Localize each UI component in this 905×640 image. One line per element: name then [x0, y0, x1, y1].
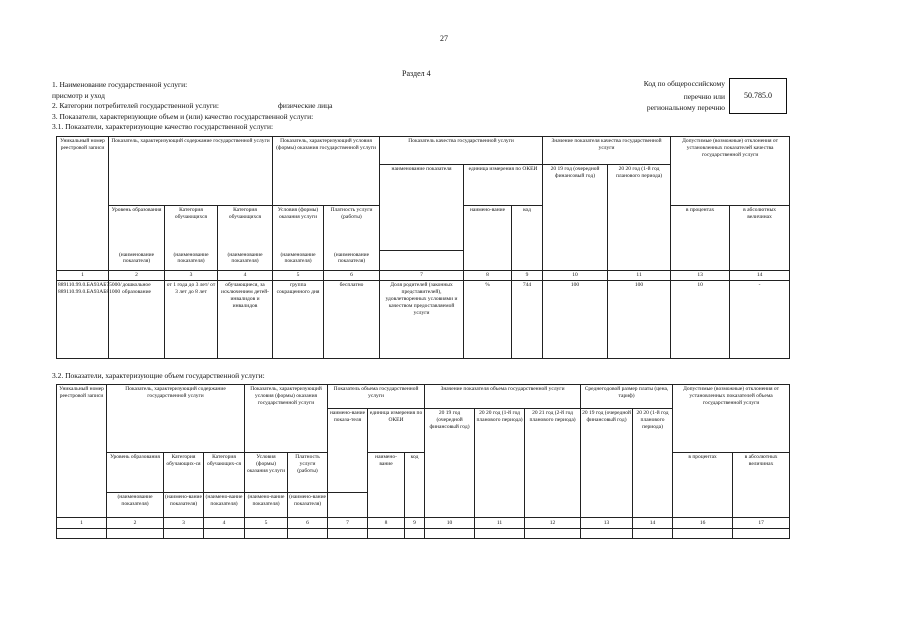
- consumer-category-label: 2. Категории потребителей государственной услуги:: [52, 101, 220, 110]
- data-cell: [328, 529, 368, 539]
- service-condition-value: группа сокращенного дня: [273, 281, 324, 359]
- header-content-indicator: Показатель, характеризующий содержание государственной услуги: [107, 385, 245, 453]
- quality-indicators-heading: 3.1. Показатели, характеризующие качество государственной услуги:: [52, 122, 274, 131]
- data-cell: [57, 529, 107, 539]
- column-number: 13: [671, 271, 730, 281]
- header-indicator-name: наимено-вание показа-теля: [328, 409, 368, 493]
- volume-indicators-heading: 3.2. Показатели, характеризующие объем государственной услуги:: [52, 371, 265, 380]
- data-cell: [673, 529, 733, 539]
- header-average-price: Среднегодовой размер платы (цена, тариф): [581, 385, 673, 409]
- quality-table: [56, 136, 790, 359]
- column-number: 10: [425, 518, 475, 529]
- column-number: 4: [218, 271, 273, 281]
- column-number: 10: [543, 271, 608, 281]
- column-number: 9: [512, 271, 543, 281]
- col-student-category-1: Категория обучающих-ся: [164, 453, 204, 493]
- header-content-indicator: Показатель, характеризующий содержание государственной услуги: [109, 137, 273, 206]
- value-2020: 100: [608, 281, 671, 359]
- col-unit-code: код: [405, 453, 425, 518]
- col-student-category-2: Категория обучающихся: [218, 206, 273, 251]
- col-unit-code: код: [512, 206, 543, 271]
- header-price-2020: 20 20 (1-й год планового периода): [633, 409, 673, 518]
- consumer-category-value: физические лица: [278, 101, 333, 110]
- col-education-level: Уровень образования: [107, 453, 164, 493]
- student-category-value: обучающиеся, за исключением детей-инвалидов и инвалидов: [218, 281, 273, 359]
- column-number: 14: [633, 518, 673, 529]
- column-number: 1: [57, 518, 107, 529]
- data-cell: [245, 529, 288, 539]
- column-number: 7: [380, 271, 464, 281]
- column-number: 13: [581, 518, 633, 529]
- subheader-indicator-name: (наименование показателя): [165, 251, 218, 271]
- column-number: 7: [328, 518, 368, 529]
- subheader-indicator-name: (наименование показателя): [324, 251, 380, 271]
- header-unique-number: Уникальный номер реестровой записи: [57, 385, 107, 518]
- col-student-category-2: Категория обучающих-ся: [204, 453, 245, 493]
- col-service-conditions: Условия (формы) оказания услуги: [245, 453, 288, 493]
- column-number: 2: [107, 518, 164, 529]
- education-level-value: дошкольное образование: [109, 281, 165, 359]
- student-age-value: от 1 года до 3 лет/ от 3 лет до 8 лет: [165, 281, 218, 359]
- col-deviation-percent: в процентах: [673, 453, 733, 518]
- volume-table: [56, 384, 790, 539]
- header-unit-okei: единица измерения по ОКЕИ: [464, 165, 543, 206]
- data-cell: [107, 529, 164, 539]
- column-number: 8: [368, 518, 405, 529]
- col-education-level: Уровень образования: [109, 206, 165, 251]
- okei-code-value: 744: [512, 281, 543, 359]
- header-indicator-name: наименование показателя: [380, 165, 464, 251]
- column-number: 3: [165, 271, 218, 281]
- header-quality-indicator: Показатель качества государственной услуги: [380, 137, 543, 165]
- subheader-indicator-name: (наименование показателя): [218, 251, 273, 271]
- code-label-3: региональному перечню: [646, 103, 725, 112]
- column-number: 17: [733, 518, 790, 529]
- value-2019: 100: [543, 281, 608, 359]
- data-cell: [425, 529, 475, 539]
- column-number: 4: [204, 518, 245, 529]
- service-name-value: присмотр и уход: [52, 91, 105, 100]
- header-year-2021: 20 21 год (2-й год планового периода): [525, 409, 581, 518]
- column-number: 1: [57, 271, 109, 281]
- col-service-conditions: Условия (формы) оказания услуги: [273, 206, 324, 251]
- column-number: 9: [405, 518, 425, 529]
- subheader-indicator-name: (наимено-вание показателя): [164, 493, 204, 518]
- column-number: 11: [475, 518, 525, 529]
- column-number: 11: [608, 271, 671, 281]
- col-unit-name: наимено-вание: [464, 206, 512, 271]
- indicators-heading: 3. Показатели, характеризующие объем и (или) качество государственной услуги:: [52, 112, 314, 121]
- subheader-indicator-name: (наименование показателя): [273, 251, 324, 271]
- header-unique-number: Уникальный номер реестровой записи: [57, 137, 109, 271]
- header-year-2019: 20 19 год (очередной финансовый год): [425, 409, 475, 518]
- subheader-indicator-name: (наименование показателя): [107, 493, 164, 518]
- header-quality-value: Значение показателя качества государственной услуги: [543, 137, 671, 165]
- deviation-absolute-value: -: [730, 281, 790, 359]
- data-cell: [204, 529, 245, 539]
- column-number: 6: [288, 518, 328, 529]
- header-year-2019: 20 19 год (очередной финансовый год): [543, 165, 608, 271]
- data-cell: [525, 529, 581, 539]
- col-student-category-1: Категория обучающихся: [165, 206, 218, 251]
- unit-value: %: [464, 281, 512, 359]
- header-allowed-deviation: Допустимые (возможные) отклонения от установленных показателей объема государственной услуги: [673, 385, 790, 453]
- payment-value: бесплатно: [324, 281, 380, 359]
- header-year-2020: 20 20 год (1-й год планового периода): [475, 409, 525, 518]
- page-number: 27: [440, 34, 448, 43]
- column-number: 3: [164, 518, 204, 529]
- subheader-indicator-name: (наименование показателя): [109, 251, 165, 271]
- col-deviation-absolute: в абсолютных величинах: [733, 453, 790, 518]
- header-volume-value: Значение показателя объема государственной услуги: [425, 385, 581, 409]
- col-unit-name: наимено-вание: [368, 453, 405, 518]
- deviation-percent-value: 10: [671, 281, 730, 359]
- header-conditions-indicator: Показатель, характеризующий условия (формы) оказания государственной услуги: [273, 137, 380, 206]
- column-number: 6: [324, 271, 380, 281]
- column-number: 12: [525, 518, 581, 529]
- data-cell: [368, 529, 405, 539]
- quality-indicator-name: Доля родителей (законных представителей), удовлетворенных условиями и качеством предоставляемой услуги: [380, 281, 464, 359]
- data-cell: [475, 529, 525, 539]
- column-number: 5: [273, 271, 324, 281]
- registry-record-code: 889110.99.0.БА93АБ75000/ 889110.99.0.БА93АБ81000: [57, 281, 109, 359]
- service-name-label: 1. Наименование государственной услуги:: [52, 80, 188, 89]
- registry-code-box: 50.785.0: [729, 78, 787, 114]
- col-service-payment: Платность услуги (работы): [324, 206, 380, 251]
- code-label-2: перечню или: [683, 92, 725, 101]
- data-cell: [288, 529, 328, 539]
- subheader-indicator-name: (наимено-вание показателя): [204, 493, 245, 518]
- column-number: 14: [730, 271, 790, 281]
- data-cell: [164, 529, 204, 539]
- code-label-1: Код по общероссийскому: [643, 79, 725, 88]
- header-conditions-indicator: Показатель, характеризующий условия (формы) оказания государственной услуги: [245, 385, 328, 453]
- header-year-2020: 20 20 год (1-й год планового периода): [608, 165, 671, 271]
- subheader-indicator-name: (наимено-вание показателя): [245, 493, 288, 518]
- col-service-payment: Платность услуги (работы): [288, 453, 328, 493]
- header-price-2019: 20 19 год (очередной финансовый год): [581, 409, 633, 518]
- col-deviation-absolute: в абсолютных величинах: [730, 206, 790, 271]
- data-cell: [405, 529, 425, 539]
- header-unit-okei: единица измерения по ОКЕИ: [368, 409, 425, 453]
- data-cell: [733, 529, 790, 539]
- column-number: 16: [673, 518, 733, 529]
- data-cell: [633, 529, 673, 539]
- header-allowed-deviation: Допустимые (возможные) отклонения от установленных показателей качества государственной услуги: [671, 137, 790, 206]
- column-number: 2: [109, 271, 165, 281]
- subheader-indicator-name: (наимено-вание показателя): [288, 493, 328, 518]
- data-cell: [581, 529, 633, 539]
- header-volume-indicator: Показатель объема государственной услуги: [328, 385, 425, 409]
- section-title: Раздел 4: [402, 69, 431, 78]
- col-deviation-percent: в процентах: [671, 206, 730, 271]
- column-number: 8: [464, 271, 512, 281]
- column-number: 5: [245, 518, 288, 529]
